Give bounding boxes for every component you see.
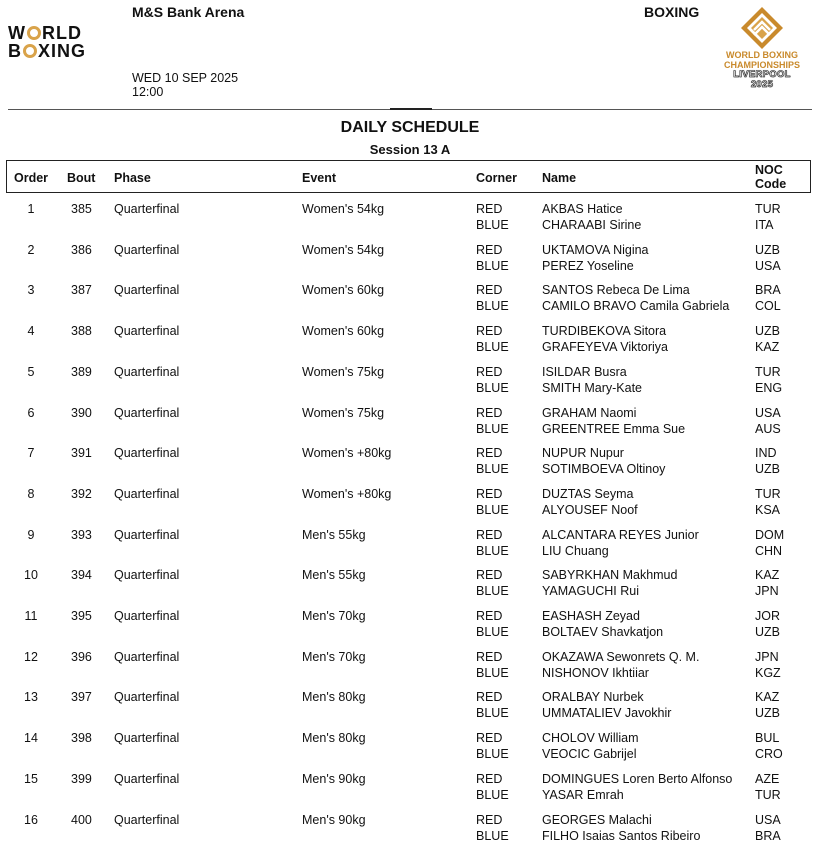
boxer-name-blue: NISHONOV Ikhtiiar bbox=[542, 665, 649, 680]
boxer-name-red: NUPUR Nupur bbox=[542, 446, 624, 461]
divider-notch bbox=[390, 108, 432, 110]
noc-code-red: DOM bbox=[755, 527, 785, 542]
bout-cell: 398 bbox=[71, 731, 92, 746]
boxer-name-blue: ALYOUSEF Noof bbox=[542, 502, 638, 517]
boxer-name-blue: SOTIMBOEVA Oltinoy bbox=[542, 462, 666, 477]
phase-cell: Quarterfinal bbox=[114, 568, 180, 583]
corner-red: RED bbox=[476, 364, 503, 379]
corner-blue: BLUE bbox=[476, 828, 509, 843]
corner-red: RED bbox=[476, 568, 503, 583]
corner-blue: BLUE bbox=[476, 462, 509, 477]
boxer-name-blue: FILHO Isaias Santos Ribeiro bbox=[542, 828, 701, 843]
boxer-name-blue: LIU Chuang bbox=[542, 543, 609, 558]
phase-cell: Quarterfinal bbox=[114, 364, 180, 379]
table-row: 1 385 Quarterfinal Women's 54kg RED BLUE AKBAS Hatice CHARAABI Sirine TUR ITA bbox=[27, 202, 781, 232]
boxer-name-blue: VEOCIC Gabrijel bbox=[542, 747, 637, 762]
logo-city: LIVERPOOL bbox=[733, 69, 791, 80]
corner-blue: BLUE bbox=[476, 706, 509, 721]
col-bout: Bout bbox=[67, 171, 96, 185]
corner-red: RED bbox=[476, 242, 503, 257]
boxer-name-red: AKBAS Hatice bbox=[542, 202, 623, 216]
ring-icon bbox=[23, 44, 37, 58]
boxer-name-blue: BOLTAEV Shavkatjon bbox=[542, 625, 664, 639]
noc-code-red: UZB bbox=[755, 242, 780, 257]
noc-code-red: JPN bbox=[755, 649, 779, 664]
event-cell: Men's 55kg bbox=[302, 568, 366, 583]
boxer-name-blue: YASAR Emrah bbox=[542, 787, 624, 802]
boxer-name-red: ISILDAR Busra bbox=[542, 364, 627, 379]
page-title: DAILY SCHEDULE bbox=[340, 119, 480, 136]
phase-cell: Quarterfinal bbox=[114, 609, 180, 623]
bout-cell: 387 bbox=[71, 283, 92, 298]
phase-cell: Quarterfinal bbox=[114, 690, 180, 705]
noc-code-red: KAZ bbox=[755, 568, 780, 583]
bout-cell: 392 bbox=[71, 486, 92, 501]
boxer-name-blue: SMITH Mary-Kate bbox=[542, 380, 643, 395]
corner-blue: BLUE bbox=[476, 258, 509, 273]
boxer-name-red: SABYRKHAN Makhmud bbox=[542, 568, 678, 583]
col-order: Order bbox=[14, 171, 49, 185]
noc-code-red: TUR bbox=[755, 364, 781, 379]
phase-cell: Quarterfinal bbox=[114, 771, 180, 786]
noc-code-blue: UZB bbox=[755, 625, 780, 639]
event-cell: Women's 54kg bbox=[302, 202, 385, 216]
boxer-name-red: OKAZAWA Sewonrets Q. M. bbox=[542, 649, 700, 664]
corner-blue: BLUE bbox=[476, 665, 509, 680]
corner-blue: BLUE bbox=[476, 747, 509, 762]
logo-text-line: WORLD BOXING bbox=[726, 50, 798, 60]
logo-text-line: CHAMPIONSHIPS bbox=[723, 60, 800, 70]
bout-cell: 397 bbox=[71, 690, 92, 705]
corner-red: RED bbox=[476, 486, 503, 501]
corner-blue: BLUE bbox=[476, 584, 509, 599]
table-row: 3 387 Quarterfinal Women's 60kg RED BLUE SANTOS Rebeca De Lima CAMILO BRAVO Camila Gabriela BRA COL bbox=[27, 283, 781, 314]
event-cell: Women's 60kg bbox=[302, 324, 385, 339]
noc-code-blue: USA bbox=[755, 258, 781, 273]
logo-line-1 bbox=[8, 24, 118, 42]
col-corner: Corner bbox=[476, 171, 517, 185]
corner-blue: BLUE bbox=[476, 502, 509, 517]
event-cell: Women's +80kg bbox=[302, 446, 392, 461]
noc-code-red: JOR bbox=[755, 609, 780, 623]
session-datetime bbox=[132, 71, 238, 99]
noc-code-blue: ENG bbox=[755, 380, 783, 395]
phase-cell: Quarterfinal bbox=[114, 527, 180, 542]
bout-cell: 400 bbox=[71, 812, 92, 827]
boxer-name-blue: PEREZ Yoseline bbox=[542, 258, 634, 273]
noc-code-red: IND bbox=[755, 446, 777, 461]
col-noc bbox=[755, 163, 786, 191]
bout-cell: 385 bbox=[71, 202, 92, 216]
noc-code-blue: UZB bbox=[755, 706, 780, 721]
boxer-name-red: TURDIBEKOVA Sitora bbox=[542, 324, 667, 339]
bout-cell: 390 bbox=[71, 405, 92, 420]
corner-blue: BLUE bbox=[476, 625, 509, 639]
boxer-name-red: DUZTAS Seyma bbox=[542, 486, 634, 501]
phase-cell: Quarterfinal bbox=[114, 446, 180, 461]
noc-code-red: BUL bbox=[755, 731, 780, 746]
table-row: 5 389 Quarterfinal Women's 75kg RED BLUE ISILDAR Busra SMITH Mary-Kate TUR ENG bbox=[27, 364, 783, 395]
corner-blue: BLUE bbox=[476, 380, 509, 395]
bout-cell: 399 bbox=[71, 771, 92, 786]
corner-blue: BLUE bbox=[476, 787, 509, 802]
corner-red: RED bbox=[476, 283, 503, 298]
boxer-name-blue: GRAFEYEVA Viktoriya bbox=[542, 340, 668, 355]
boxer-name-blue: UMMATALIEV Javokhir bbox=[542, 706, 672, 721]
logo-letter: W bbox=[8, 23, 26, 43]
corner-red: RED bbox=[476, 405, 503, 420]
session-date: WED 10 SEP 2025 bbox=[132, 71, 239, 85]
phase-cell: Quarterfinal bbox=[114, 405, 180, 420]
table-row: 7 391 Quarterfinal Women's +80kg RED BLUE NUPUR Nupur SOTIMBOEVA Oltinoy IND UZB bbox=[27, 446, 780, 477]
boxer-name-blue: CAMILO BRAVO Camila Gabriela bbox=[542, 299, 730, 314]
event-cell: Men's 70kg bbox=[302, 609, 366, 623]
noc-code-red: USA bbox=[755, 405, 781, 420]
table-row: 15 399 Quarterfinal Men's 90kg RED BLUE DOMINGUES Loren Berto Alfonso YASAR Emrah AZE TUR bbox=[24, 771, 781, 802]
logo-line-2 bbox=[8, 42, 118, 60]
table-row: 2 386 Quarterfinal Women's 54kg RED BLUE UKTAMOVA Nigina PEREZ Yoseline UZB USA bbox=[27, 242, 781, 273]
corner-blue: BLUE bbox=[476, 218, 509, 232]
table-row: 8 392 Quarterfinal Women's +80kg RED BLUE DUZTAS Seyma ALYOUSEF Noof TUR KSA bbox=[27, 486, 781, 517]
noc-code-red: KAZ bbox=[755, 690, 780, 705]
noc-code-red: TUR bbox=[755, 202, 781, 216]
col-event: Event bbox=[302, 171, 337, 185]
col-phase: Phase bbox=[114, 171, 151, 185]
boxer-name-red: GRAHAM Naomi bbox=[542, 405, 637, 420]
boxer-name-red: ORALBAY Nurbek bbox=[542, 690, 644, 705]
corner-red: RED bbox=[476, 446, 503, 461]
table-row: 16 400 Quarterfinal Men's 90kg RED BLUE GEORGES Malachi FILHO Isaias Santos Ribeiro USA BRA bbox=[24, 812, 781, 843]
corner-blue: BLUE bbox=[476, 340, 509, 355]
noc-code-blue: CHN bbox=[755, 543, 783, 558]
event-cell: Men's 70kg bbox=[302, 649, 366, 664]
event-cell: Women's 54kg bbox=[302, 242, 385, 257]
logo-letter: B bbox=[8, 41, 22, 61]
corner-red: RED bbox=[476, 771, 503, 786]
phase-cell: Quarterfinal bbox=[114, 812, 180, 827]
world-boxing-logo bbox=[8, 24, 118, 64]
noc-code-blue: KSA bbox=[755, 502, 781, 517]
noc-code-blue: JPN bbox=[755, 584, 779, 599]
corner-red: RED bbox=[476, 527, 503, 542]
noc-code-red: AZE bbox=[755, 771, 780, 786]
noc-code-blue: KAZ bbox=[755, 340, 780, 355]
noc-code-red: UZB bbox=[755, 324, 780, 339]
bout-cell: 389 bbox=[71, 364, 92, 379]
phase-cell: Quarterfinal bbox=[114, 649, 180, 664]
session-time: 12:00 bbox=[132, 85, 164, 99]
boxer-name-red: DOMINGUES Loren Berto Alfonso bbox=[542, 771, 733, 786]
logo-letters: XING bbox=[38, 41, 87, 61]
noc-code-red: USA bbox=[755, 812, 781, 827]
corner-red: RED bbox=[476, 731, 503, 746]
phase-cell: Quarterfinal bbox=[114, 731, 180, 746]
event-cell: Men's 80kg bbox=[302, 731, 366, 746]
noc-code-blue: COL bbox=[755, 299, 781, 314]
event-cell: Women's 60kg bbox=[302, 283, 385, 298]
table-row: 6 390 Quarterfinal Women's 75kg RED BLUE GRAHAM Naomi GREENTREE Emma Sue USA AUS bbox=[27, 405, 781, 436]
event-cell: Women's +80kg bbox=[302, 486, 392, 501]
noc-code-blue: KGZ bbox=[755, 665, 781, 680]
corner-red: RED bbox=[476, 609, 503, 623]
phase-cell: Quarterfinal bbox=[114, 202, 180, 216]
table-row: 11 395 Quarterfinal Men's 70kg RED BLUE EASHASH Zeyad BOLTAEV Shavkatjon JOR UZB bbox=[24, 609, 780, 639]
venue-name: M&S Bank Arena bbox=[132, 4, 245, 20]
table-row: 9 393 Quarterfinal Men's 55kg RED BLUE ALCANTARA REYES Junior LIU Chuang DOM CHN bbox=[27, 527, 785, 558]
table-row: 12 396 Quarterfinal Men's 70kg RED BLUE OKAZAWA Sewonrets Q. M. NISHONOV Ikhtiiar JPN KGZ bbox=[24, 649, 781, 680]
noc-code-blue: BRA bbox=[755, 828, 781, 843]
noc-code-blue: CRO bbox=[755, 747, 783, 762]
diamond-emblem-icon bbox=[740, 6, 784, 50]
bout-cell: 388 bbox=[71, 324, 92, 339]
col-name: Name bbox=[542, 171, 577, 185]
bout-cell: 393 bbox=[71, 527, 92, 542]
event-cell: Women's 75kg bbox=[302, 364, 385, 379]
table-row: 10 394 Quarterfinal Men's 55kg RED BLUE SABYRKHAN Makhmud YAMAGUCHI Rui KAZ JPN bbox=[24, 568, 780, 599]
bout-cell: 395 bbox=[71, 609, 92, 623]
corner-blue: BLUE bbox=[476, 299, 509, 314]
logo-year: 2025 bbox=[750, 79, 774, 90]
ring-icon bbox=[27, 26, 41, 40]
table-row: 14 398 Quarterfinal Men's 80kg RED BLUE CHOLOV William VEOCIC Gabrijel BUL CRO bbox=[24, 731, 783, 762]
phase-cell: Quarterfinal bbox=[114, 242, 180, 257]
corner-red: RED bbox=[476, 690, 503, 705]
phase-cell: Quarterfinal bbox=[114, 486, 180, 501]
corner-blue: BLUE bbox=[476, 421, 509, 436]
col-noc-line2: Code bbox=[755, 177, 787, 191]
championships-logo bbox=[712, 4, 812, 100]
col-noc-line1: NOC bbox=[755, 163, 783, 177]
event-cell: Women's 75kg bbox=[302, 405, 385, 420]
boxer-name-red: ALCANTARA REYES Junior bbox=[542, 527, 699, 542]
phase-cell: Quarterfinal bbox=[114, 283, 180, 298]
logo-letters: RLD bbox=[42, 23, 82, 43]
corner-blue: BLUE bbox=[476, 543, 509, 558]
table-row: 4 388 Quarterfinal Women's 60kg RED BLUE TURDIBEKOVA Sitora GRAFEYEVA Viktoriya UZB KAZ bbox=[27, 324, 780, 355]
boxer-name-red: UKTAMOVA Nigina bbox=[542, 242, 649, 257]
corner-red: RED bbox=[476, 649, 503, 664]
event-cell: Men's 90kg bbox=[302, 812, 366, 827]
phase-cell: Quarterfinal bbox=[114, 324, 180, 339]
noc-code-blue: UZB bbox=[755, 462, 780, 477]
event-cell: Men's 90kg bbox=[302, 771, 366, 786]
boxer-name-blue: CHARAABI Sirine bbox=[542, 218, 642, 232]
boxer-name-red: EASHASH Zeyad bbox=[542, 609, 640, 623]
boxer-name-blue: GREENTREE Emma Sue bbox=[542, 421, 686, 436]
bout-cell: 394 bbox=[71, 568, 92, 583]
table-header bbox=[6, 160, 811, 193]
boxer-name-red: SANTOS Rebeca De Lima bbox=[542, 283, 690, 298]
boxer-name-red: GEORGES Malachi bbox=[542, 812, 652, 827]
corner-red: RED bbox=[476, 202, 503, 216]
bout-cell: 386 bbox=[71, 242, 92, 257]
event-cell: Men's 80kg bbox=[302, 690, 366, 705]
event-cell: Men's 55kg bbox=[302, 527, 366, 542]
boxer-name-red: CHOLOV William bbox=[542, 731, 639, 746]
noc-code-blue: TUR bbox=[755, 787, 781, 802]
table-row: 13 397 Quarterfinal Men's 80kg RED BLUE ORALBAY Nurbek UMMATALIEV Javokhir KAZ UZB bbox=[24, 690, 780, 721]
bout-cell: 396 bbox=[71, 649, 92, 664]
bout-cell: 391 bbox=[71, 446, 92, 461]
noc-code-blue: AUS bbox=[755, 421, 781, 436]
session-subtitle: Session 13 A bbox=[369, 142, 451, 157]
boxer-name-blue: YAMAGUCHI Rui bbox=[542, 584, 640, 599]
noc-code-red: TUR bbox=[755, 486, 781, 501]
sport-name: BOXING bbox=[644, 4, 700, 20]
corner-red: RED bbox=[476, 812, 503, 827]
noc-code-red: BRA bbox=[755, 283, 781, 298]
corner-red: RED bbox=[476, 324, 503, 339]
noc-code-blue: ITA bbox=[755, 218, 774, 232]
